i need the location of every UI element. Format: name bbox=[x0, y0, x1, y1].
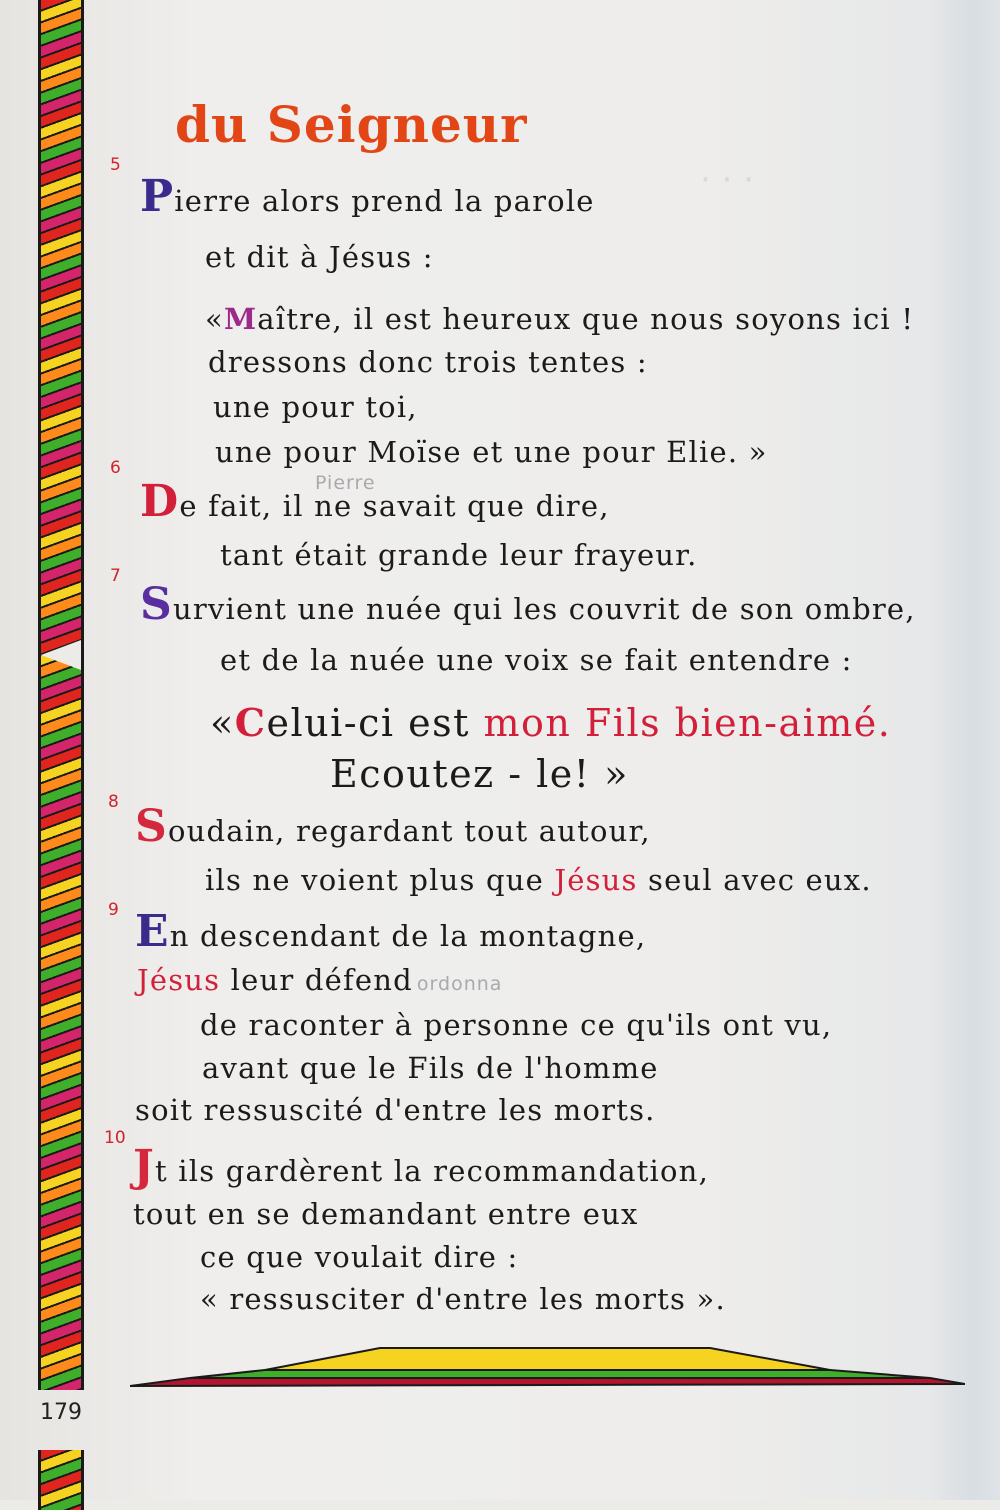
verse-6-line-2: tant était grande leur frayeur. bbox=[220, 538, 698, 572]
verse-10-line-3: ce que voulait dire : bbox=[200, 1240, 519, 1274]
verse-8-line-1 bbox=[135, 801, 651, 852]
verse-number-5: 5 bbox=[110, 155, 121, 175]
page-number: 179 bbox=[40, 1400, 82, 1425]
verse-5-line-1 bbox=[140, 171, 595, 222]
line-text: leur défend bbox=[220, 963, 413, 997]
pencil-annotation: ordonna bbox=[416, 973, 503, 995]
ornament-red-band bbox=[130, 1378, 965, 1386]
verse-10-line-4: « ressusciter d'entre les morts ». bbox=[200, 1282, 726, 1316]
verse-6-line-1 bbox=[140, 476, 610, 527]
verse-7-line-1 bbox=[140, 579, 916, 630]
line-text: t ils gardèrent la recommandation, bbox=[155, 1154, 709, 1188]
verse-10-line-2: tout en se demandant entre eux bbox=[133, 1197, 639, 1231]
ornament-yellow-band bbox=[265, 1348, 830, 1370]
page-heading: du Seigneur bbox=[175, 95, 528, 154]
verse-9-line-3: de raconter à personne ce qu'ils ont vu, bbox=[200, 1008, 833, 1042]
verse-5-line-3 bbox=[205, 302, 914, 336]
divine-voice-line-1 bbox=[210, 700, 891, 745]
line-text: oudain, regardant tout autour, bbox=[167, 814, 651, 848]
line-text: urvient une nuée qui les couvrit de son ombre, bbox=[172, 592, 916, 626]
verse-5-line-5: une pour toi, bbox=[213, 390, 418, 424]
divine-voice-line-2: Ecoutez - le! » bbox=[330, 752, 629, 796]
inline-initial: M bbox=[223, 302, 258, 336]
initial-letter: E bbox=[135, 906, 170, 957]
line-text: n descendant de la montagne, bbox=[169, 919, 647, 953]
initial-letter: D bbox=[140, 476, 180, 527]
line-text: e fait, il ne savait que dire, bbox=[179, 489, 610, 523]
initial-letter: J bbox=[133, 1141, 156, 1192]
open-quote: « bbox=[210, 701, 235, 745]
voice-text-red: mon Fils bien-aimé. bbox=[483, 701, 892, 745]
line-text: aître, il est heureux que nous soyons ici ! bbox=[257, 302, 915, 336]
verse-5-line-6: une pour Moïse et une pour Elie. » bbox=[215, 435, 768, 469]
verse-8-line-2 bbox=[205, 863, 872, 897]
page-edge-shadow bbox=[930, 0, 1000, 1500]
ornament-green-band bbox=[190, 1370, 930, 1378]
line-text: ierre alors prend la parole bbox=[174, 184, 595, 218]
initial-letter: S bbox=[135, 801, 168, 852]
pencil-annotation: Pierre bbox=[315, 472, 376, 494]
verse-9-line-4: avant que le Fils de l'homme bbox=[202, 1051, 659, 1085]
bleed-through-text: · · · bbox=[700, 160, 755, 200]
decorative-border bbox=[38, 0, 84, 1390]
verse-number-8: 8 bbox=[108, 792, 119, 812]
voice-text: elui-ci est bbox=[266, 701, 484, 745]
inline-initial: C bbox=[234, 700, 267, 745]
rubric-jesus: Jésus bbox=[137, 963, 221, 997]
line-text: seul avec eux. bbox=[637, 863, 872, 897]
line-text: ils ne voient plus que bbox=[205, 863, 555, 897]
verse-9-line-2 bbox=[137, 963, 502, 997]
border-notch bbox=[41, 640, 81, 670]
verse-10-line-1 bbox=[133, 1141, 709, 1192]
verse-number-10: 10 bbox=[104, 1128, 126, 1148]
verse-5-line-2: et dit à Jésus : bbox=[205, 240, 434, 274]
open-quote: « bbox=[205, 302, 224, 336]
initial-letter: P bbox=[140, 171, 175, 222]
verse-5-line-4: dressons donc trois tentes : bbox=[208, 345, 648, 379]
verse-number-6: 6 bbox=[110, 458, 121, 478]
rubric-jesus: Jésus bbox=[554, 863, 638, 897]
verse-7-line-2: et de la nuée une voix se fait entendre : bbox=[220, 643, 853, 677]
initial-letter: S bbox=[140, 579, 173, 630]
verse-number-7: 7 bbox=[110, 566, 121, 586]
closing-ornament bbox=[130, 1340, 965, 1390]
verse-number-9: 9 bbox=[108, 900, 119, 920]
verse-9-line-5: soit ressuscité d'entre les morts. bbox=[135, 1093, 656, 1127]
verse-9-line-1 bbox=[135, 906, 647, 957]
decorative-border-bottom bbox=[38, 1450, 84, 1510]
